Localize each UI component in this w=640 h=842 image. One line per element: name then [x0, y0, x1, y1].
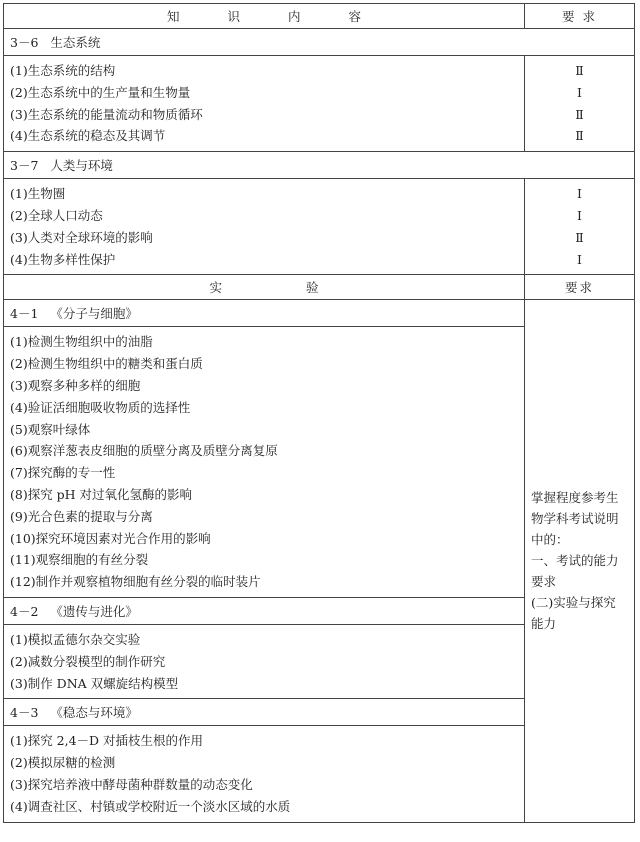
section-number: 4－1: [10, 306, 39, 322]
header-char: 识: [227, 9, 240, 24]
level-mark: Ⅰ: [577, 251, 582, 267]
list-item: (5)观察叶绿体: [10, 421, 91, 437]
section-number: 4－2: [10, 603, 39, 619]
section-title: 《稳态与环境》: [50, 705, 138, 721]
list-item: (11)观察细胞的有丝分裂: [10, 552, 149, 568]
list-item: (4)验证活细胞吸收物质的选择性: [10, 399, 191, 415]
section-title-cell: [4, 29, 635, 56]
experiment-header-requirement: 要求: [525, 275, 635, 300]
section-title-cell: [4, 699, 525, 726]
header-char: 验: [306, 280, 319, 296]
list-item: (12)制作并观察植物细胞有丝分裂的临时装片: [10, 574, 261, 590]
list-item: (3)探究培养液中酵母菌种群数量的动态变化: [10, 776, 253, 792]
section-title-cell: [4, 152, 635, 179]
level-mark: Ⅱ: [575, 128, 584, 144]
list-item: (1)检测生物组织中的油脂: [10, 334, 153, 350]
item-list: [4, 327, 525, 598]
level-mark: Ⅰ: [577, 84, 582, 100]
item-list: [4, 179, 525, 275]
note-line: (二)实验与探究: [531, 595, 616, 611]
header-requirement: 要 求: [525, 4, 635, 29]
list-item: (7)探究酶的专一性: [10, 465, 116, 481]
table-header: [4, 4, 635, 29]
list-item: (2)减数分裂模型的制作研究: [10, 653, 166, 669]
list-item: (2)全球人口动态: [10, 207, 103, 223]
list-item: (9)光合色素的提取与分离: [10, 508, 153, 524]
note-line: 掌握程度参考生: [531, 490, 619, 506]
section-title-cell: [4, 597, 525, 624]
experiment-header: [4, 275, 635, 300]
list-item: (8)探究 pH 对过氧化氢酶的影响: [10, 486, 193, 502]
section-number: 4－3: [10, 705, 39, 721]
section-number: 3－7: [10, 158, 39, 174]
list-item: (3)观察多种多样的细胞: [10, 377, 141, 393]
note-line: 能力: [531, 616, 557, 632]
section-heading: [4, 29, 635, 56]
level-mark: Ⅱ: [575, 63, 584, 78]
list-item: (2)模拟尿糖的检测: [10, 755, 116, 771]
note-line: 物学科考试说明: [531, 511, 619, 527]
item-list: [4, 56, 525, 152]
list-item: (1)模拟孟德尔杂交实验: [10, 631, 141, 647]
experiment-header-content: [4, 275, 525, 300]
list-item: (4)生物多样性保护: [10, 251, 116, 267]
list-item: (4)调查社区、村镇或学校附近一个淡水区域的水质: [10, 798, 291, 814]
list-item: (1)探究 2,4－D 对插枝生根的作用: [10, 733, 204, 749]
header-content: [4, 4, 525, 29]
header-char: 知: [166, 9, 180, 24]
section-title: 人类与环境: [50, 158, 113, 174]
list-item: (4)生态系统的稳态及其调节: [10, 128, 166, 144]
list-item: (1)生态系统的结构: [10, 63, 116, 78]
item-list: [4, 726, 525, 822]
syllabus-table: [3, 3, 635, 823]
section-heading: [4, 152, 635, 179]
section-title: 《遗传与进化》: [50, 603, 138, 619]
list-item: (10)探究环境因素对光合作用的影响: [10, 530, 211, 546]
list-item: (3)人类对全球环境的影响: [10, 229, 153, 245]
section-items: [4, 56, 635, 152]
section-title-cell: [4, 300, 525, 327]
header-char: 容: [348, 9, 362, 24]
level-mark: Ⅱ: [575, 229, 584, 245]
list-item: (6)观察洋葱表皮细胞的质壁分离及质壁分离复原: [10, 443, 278, 459]
header-char: 内: [288, 9, 301, 24]
section-heading: [4, 300, 635, 327]
level-mark: Ⅰ: [577, 186, 582, 202]
level-list: [525, 179, 635, 275]
level-mark: Ⅱ: [575, 106, 584, 122]
note-line: 一、考试的能力: [531, 553, 619, 569]
section-items: [4, 179, 635, 275]
requirement-note: [525, 300, 635, 822]
section-title: 生态系统: [50, 35, 101, 50]
list-item: (3)制作 DNA 双螺旋结构模型: [10, 675, 179, 691]
list-item: (3)生态系统的能量流动和物质循环: [10, 106, 203, 122]
note-line: 中的：: [531, 532, 569, 548]
level-list: [525, 56, 635, 152]
list-item: (2)检测生物组织中的糖类和蛋白质: [10, 356, 203, 372]
note-line: 要求: [531, 574, 557, 590]
list-item: (2)生态系统中的生产量和生物量: [10, 84, 191, 100]
level-mark: Ⅰ: [577, 207, 582, 223]
section-title: 《分子与细胞》: [50, 306, 138, 322]
header-char: 实: [209, 280, 222, 296]
section-number: 3－6: [10, 35, 39, 50]
item-list: [4, 624, 525, 698]
list-item: (1)生物圈: [10, 186, 66, 202]
